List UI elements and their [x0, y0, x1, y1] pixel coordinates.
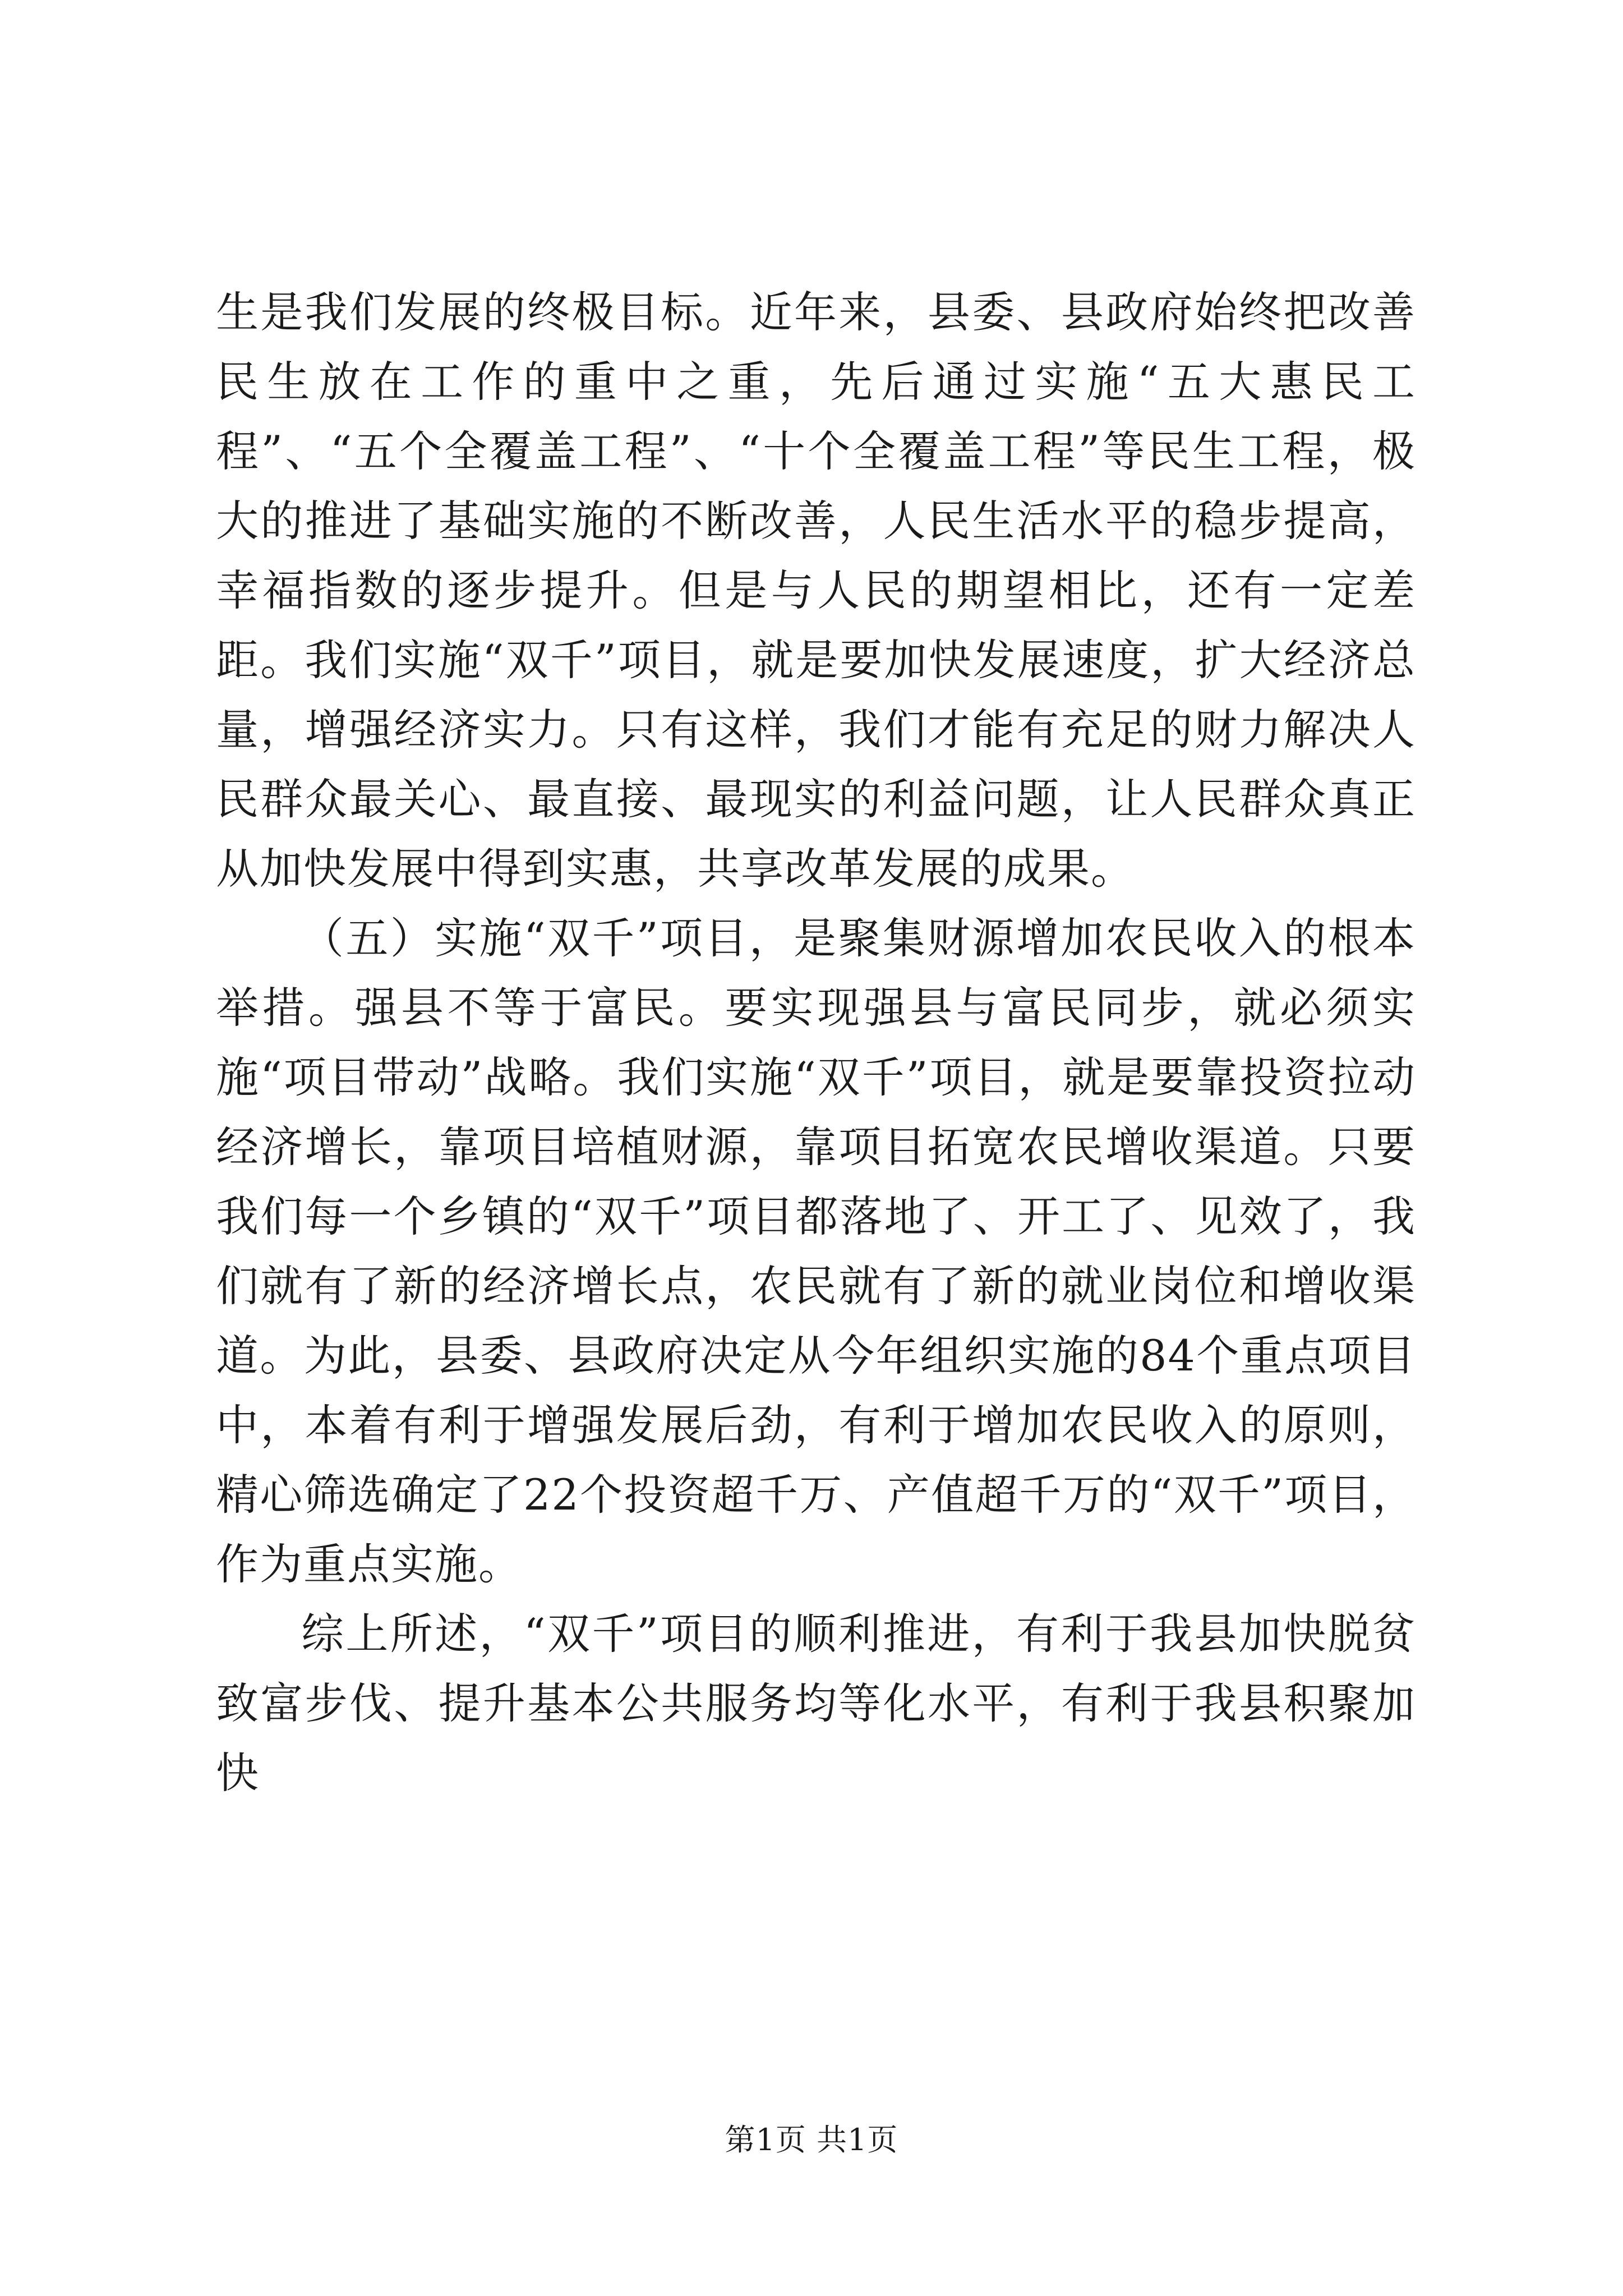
paragraph-3: 综上所述，“双千”项目的顺利推进，有利于我县加快脱贫致富步伐、提升基本公共服务均等化水平，有利于我县积聚加快 [216, 1609, 1416, 1798]
document-body [216, 278, 1416, 1808]
page-footer: 第1页 共1页 [725, 2122, 898, 2157]
paragraph-1: 生是我们发展的终极目标。近年来，县委、县政府始终把改善民生放在工作的重中之重，先后通过实施“五大惠民工程”、“五个全覆盖工程”、“十个全覆盖工程”等民生工程，极大的推进了基础实施的不断改善，人民生活水平的稳步提高，幸福指数的逐步提升。但是与人民的期望相比，还有一定差距。我们实施“双千”项目，就是要加快发展速度，扩大经济总量，增强经济实力。只有这样，我们才能有充足的财力解决人民群众最关心、最直接、最现实的利益问题，让人民群众真正从加快发展中得到实惠，共享改革发展的成果。 [216, 287, 1416, 894]
paragraph-2: （五）实施“双千”项目，是聚集财源增加农民收入的根本举措。强县不等于富民。要实现强县与富民同步，就必须实施“项目带动”战略。我们实施“双千”项目，就是要靠投资拉动经济增长，靠项目培植财源，靠项目拓宽农民增收渠道。只要我们每一个乡镇的“双千”项目都落地了、开工了、见效了，我们就有了新的经济增长点，农民就有了新的就业岗位和增收渠道。为此，县委、县政府决定从今年组织实施的84个重点项目中，本着有利于增强发展后劲，有利于增加农民收入的原则，精心筛选确定了22个投资超千万、产值超千万的“双千”项目，作为重点实施。 [216, 913, 1416, 1589]
